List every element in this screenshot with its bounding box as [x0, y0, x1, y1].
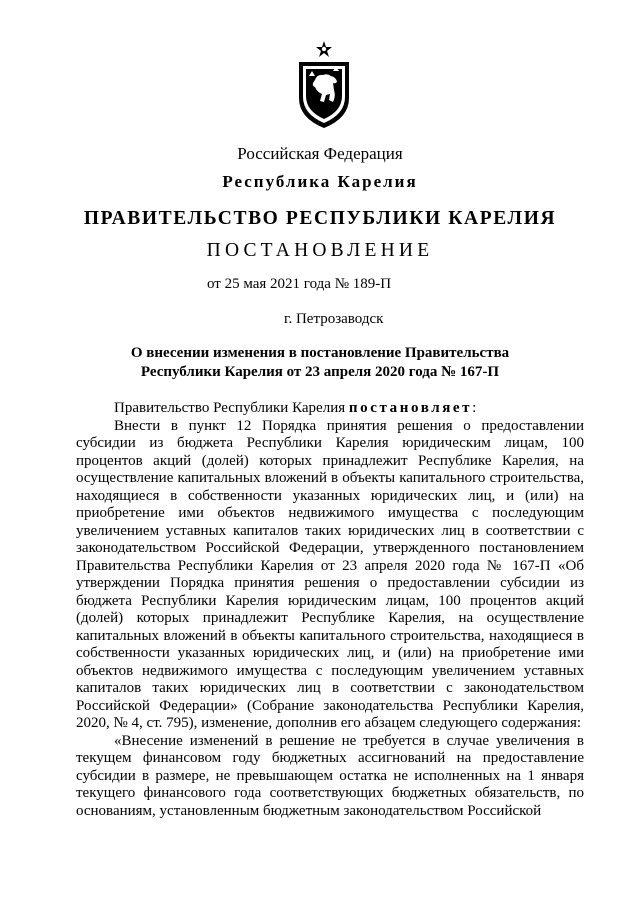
- document-type: ПОСТАНОВЛЕНИЕ: [206, 240, 434, 261]
- republic-name: Республика Карелия: [222, 172, 418, 191]
- document-city: г. Петрозаводск: [284, 311, 384, 327]
- document-date-number: от 25 мая 2021 года № 189-П: [207, 276, 392, 292]
- karelia-coat-of-arms-icon: [293, 40, 355, 130]
- intro-suffix: :: [472, 400, 477, 416]
- intro-verb: постановляет: [348, 400, 473, 416]
- country-name: Российская Федерация: [237, 144, 403, 163]
- intro-prefix: Правительство Республики Карелия: [114, 400, 349, 416]
- main-paragraph: Внести в пункт 12 Порядка принятия решения о предоставлении субсидии из бюджета Республики Карелия юридическим лицам, 100 процентов акций (долей) которых принадлежит Республике Карелия, на осуществление капитальных вложений в объекты капитального строительства, находящиеся в собственности указанных юридических лиц, и (или) на приобретение ими объектов недвижимого имущества с последующим увеличением уставных капиталов таких юридических лиц в соответствии с законодательством Российской Федерации, утвержденного постановлением Правительства Республики Карелия от 23 апреля 2020 года № 167-П «Об утверждении Порядка принятия решения о предоставлении субсидии из бюджета Республики Карелия юридическим лицам, 100 процентов акций (долей) которых принадлежит Республике Карелия, на осуществление капитальных вложений в объекты капитального строительства, находящиеся в собственности указанных юридических лиц, и (или) на приобретение ими объектов недвижимого имущества с последующим увеличением уставных капиталов таких юридических лиц в соответствии с законодательством Российской Федерации» (Собрание законодательства Республики Карелия, 2020, № 4, ст. 795), изменение, дополнив его абзацем следующего содержания:: [76, 417, 584, 731]
- quoted-paragraph: «Внесение изменений в решение не требуется в случае увеличения в текущем финансовом году бюджетных ассигнований на предоставление субсидии в размере, не превышающем остатка не исполненных на 1 января текущего финансового года соответствующих бюджетных обязательств, по основаниям, установленным бюджетным законодательством Российской: [76, 732, 584, 819]
- document-body: [76, 400, 584, 838]
- body-text-area: [76, 418, 584, 838]
- government-name: ПРАВИТЕЛЬСТВО РЕСПУБЛИКИ КАРЕЛИЯ: [83, 208, 557, 229]
- document-title: [100, 344, 540, 382]
- intro-paragraph: [76, 400, 584, 418]
- title-line-2: Республики Карелия от 23 апреля 2020 года № 167-П: [140, 364, 500, 380]
- title-line-1: О внесении изменения в постановление Правительства: [130, 345, 510, 361]
